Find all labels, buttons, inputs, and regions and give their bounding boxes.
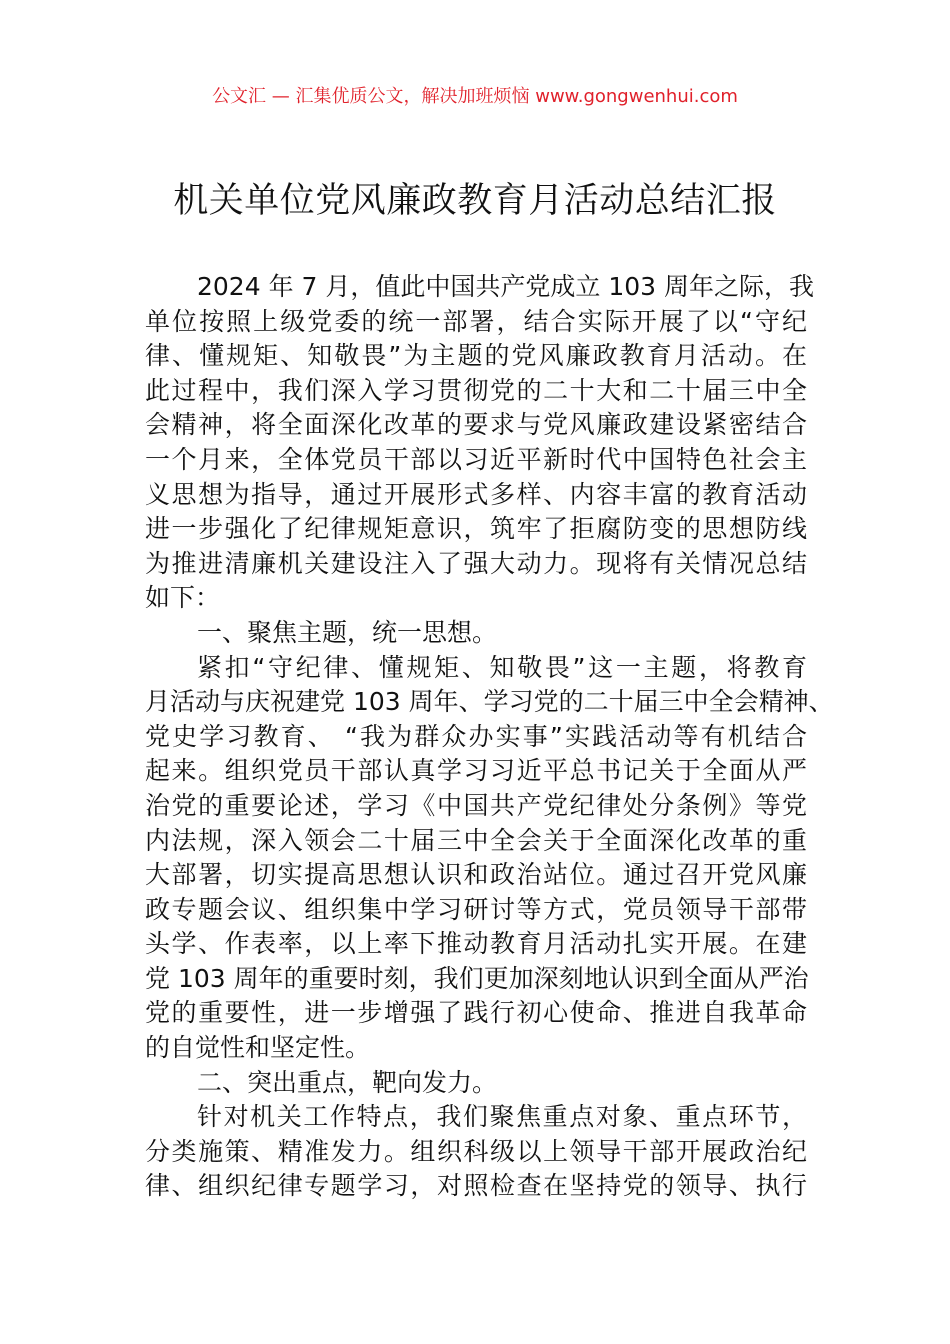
text-line: 为推进清廉机关建设注入了强大动力。现将有关情况总结: [145, 548, 807, 578]
text-line: 分类施策、精准发力。组织科级以上领导干部开展政治纪: [145, 1136, 807, 1166]
document-title: 机关单位党风廉政教育月活动总结汇报: [173, 181, 777, 221]
text-line: 此过程中，我们深入学习贯彻党的二十大和二十届三中全: [145, 375, 807, 405]
text-line: 的自觉性和坚定性。: [145, 1033, 371, 1063]
watermark-header: 公文汇 — 汇集优质公文，解决加班烦恼 www.gongwenhui.com: [212, 86, 738, 107]
text-line: 党的重要性，进一步增强了践行初心使命、推进自我革命: [145, 998, 807, 1028]
text-line: 义思想为指导，通过开展形式多样、内容丰富的教育活动: [145, 479, 807, 509]
text-line: 一、聚焦主题，统一思想。: [197, 617, 498, 647]
text-line: 政专题会议、组织集中学习研讨等方式，党员领导干部带: [145, 894, 807, 924]
text-line: 紧扣“守纪律、懂规矩、知敬畏”这一主题，将教育: [197, 652, 807, 682]
text-line: 律、组织纪律专题学习，对照检查在坚持党的领导、执行: [145, 1171, 807, 1201]
text-line: 律、懂规矩、知敬畏”为主题的党风廉政教育月活动。在: [145, 341, 807, 371]
text-line: 进一步强化了纪律规矩意识，筑牢了拒腐防变的思想防线: [145, 514, 807, 544]
text-line: 如下：: [145, 583, 221, 613]
text-line: 党史学习教育、 “我为群众办实事”实践活动等有机结合: [145, 721, 807, 751]
text-line: 2024 年 7 月，值此中国共产党成立 103 周年之际，我: [197, 272, 814, 301]
text-line: 党 103 周年的重要时刻，我们更加深刻地认识到全面从严治: [145, 963, 809, 993]
text-line: 头学、作表率，以上率下推动教育月活动扎实开展。在建: [145, 929, 807, 959]
text-line: 月活动与庆祝建党 103 周年、学习党的二十届三中全会精神、: [145, 687, 834, 717]
text-line: 针对机关工作特点，我们聚焦重点对象、重点环节，: [197, 1102, 807, 1132]
text-line: 二、突出重点，靶向发力。: [197, 1067, 498, 1097]
text-line: 一个月来，全体党员干部以习近平新时代中国特色社会主: [145, 444, 807, 474]
text-line: 治党的重要论述，学习《中国共产党纪律处分条例》等党: [145, 790, 807, 820]
document-body: [145, 270, 834, 1204]
text-line: 内法规，深入领会二十届三中全会关于全面深化改革的重: [145, 825, 807, 855]
text-line: 会精神，将全面深化改革的要求与党风廉政建设紧密结合: [145, 410, 807, 440]
text-line: 起来。组织党员干部认真学习习近平总书记关于全面从严: [145, 756, 807, 786]
text-line: 大部署，切实提高思想认识和政治站位。通过召开党风廉: [145, 860, 807, 890]
text-line: 单位按照上级党委的统一部署，结合实际开展了以“守纪: [145, 306, 807, 336]
